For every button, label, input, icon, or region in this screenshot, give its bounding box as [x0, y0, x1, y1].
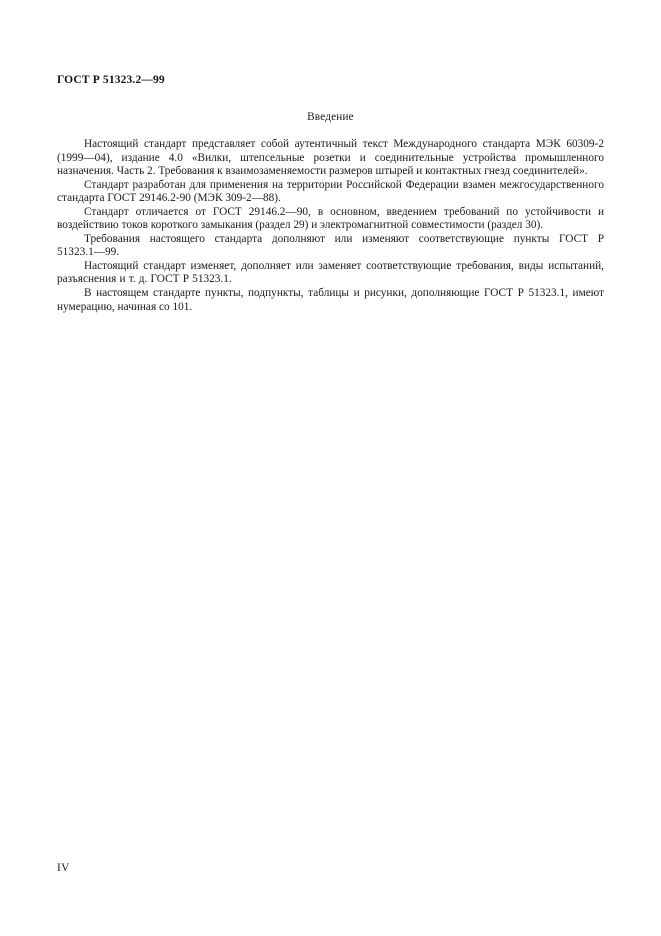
section-heading: Введение: [307, 111, 354, 123]
page-number: IV: [57, 862, 70, 874]
document-header-designation: ГОСТ Р 51323.2—99: [57, 74, 165, 86]
paragraph: Настоящий стандарт представляет собой аутентичный текст Международного стандарта МЭК 60309-2 (1999—04), издание 4.0 «Вилки, штепсельные розетки и соединительные устройства промышленного назначения. Часть 2. Требования к взаимозаменяемости размеров штырей и контактных гнезд соединителей».: [57, 138, 604, 178]
paragraph: Настоящий стандарт изменяет, дополняет или заменяет соответствующие требования, виды испытаний, разъяснения и т. д. ГОСТ Р 51323.1.: [57, 259, 604, 286]
paragraph: Стандарт разработан для применения на территории Российской Федерации взамен межгосударственного стандарта ГОСТ 29146.2-90 (МЭК 309-2—88).: [57, 178, 604, 205]
paragraph: Требования настоящего стандарта дополняют или изменяют соответствующие пункты ГОСТ Р 51323.1—99.: [57, 232, 604, 259]
paragraph: Стандарт отличается от ГОСТ 29146.2—90, в основном, введением требований по устойчивости и воздействию токов короткого замыкания (раздел 29) и электромагнитной совместимости (раздел 30).: [57, 205, 604, 232]
paragraph: В настоящем стандарте пункты, подпункты, таблицы и рисунки, дополняющие ГОСТ Р 51323.1, имеют нумерацию, начиная со 101.: [57, 287, 604, 313]
body-text-block: [57, 138, 604, 314]
